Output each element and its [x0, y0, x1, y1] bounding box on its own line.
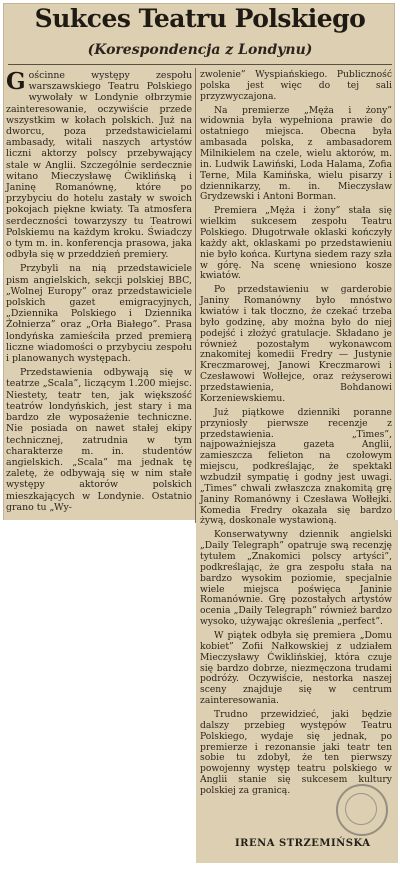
article-headline: Sukces Teatru Polskiego: [34, 4, 366, 33]
paragraph: zwolenie” Wyspiańskiego. Publiczność polska jest więc do tej sali przyzwyczajona.: [200, 69, 392, 102]
column-divider: [195, 68, 196, 523]
article-column-1: [6, 70, 192, 516]
paragraph-text: ościnne występy zespołu warszawskiego Teatru Polskiego wywołały w Londynie ołbrzymie zainteresowanie, oczywiście przede wszystkim w kołach polskich. Już na dworcu, poza przedstawicielami ambasady, witali naszych artystów liczni aktorzy polscy przebywający stale w Anglii. Szczególnie serdecznie witano Mieczysławę Ćwiklińską i Janinę Romanównę, które po przybyciu do hotelu zastały w swoich pokojach piękne kwiaty. Ta atmosfera serdeczności towarzyszy tu Teatrowi Polskiemu na każdym kroku. Świadczy o tym m. in. konferencja prasowa, jaka odbyła się w przeddzień premiery.: [6, 70, 192, 261]
paragraph: Na premierze „Męża i żony” widownia była wypełniona prawie do ostatniego miejsca. Obecna była ambasada polska, z ambasadorem Milnikielem na czele, wielu aktorów, m. in. Ludwik Lawiński, Loda Halama, Zofia Terne, Mila Kamińska, wielu pisarzy i dziennikarzy, m. in. Mieczysław Grydzewski i Antoni Borman.: [200, 104, 392, 203]
paragraph: Przybyli na nią przedstawiciele pism angielskich, sekcji polskiej BBC, „Wolnej Europy” oraz przedstawiciele polskich gazet emigracyjnych, „Dziennika Polskiego i Dziennika Żołnierza” oraz „Orła Białego”. Prasa londyńska zamieściła przed premierą liczne wiadomości o przybyciu zespołu i planowanych występach.: [6, 263, 192, 365]
paragraph: W piątek odbyła się premiera „Domu kobiet” Zofii Nałkowskiej z udziałem Mieczysławy Ćwiklińskiej, która czuje się bardzo dobrze, niezmęczona trudami podróży. Oczywiście, nestorka naszej sceny znajduje się w centrum zainteresowania.: [200, 629, 392, 707]
article-subheadline: (Korespondencja z Londynu): [87, 42, 313, 58]
paragraph: Przedstawienia odbywają się w teatrze „Scala”, liczącym 1.200 miejsc. Niestety, teatr ten, jak większość teatrów londyńskich, jest stary i ma bardzo złe wyposażenie techniczne. Nie posiada on nawet stałej ekipy technicznej, zatrudnia w tym charakterze m. in. studentów angielskich. „Scala” ma jednak tę zaletę, że odbywają się w nim stałe występy aktorów polskich mieszkających w Londynie. Ostatnio grano tu „Wy-: [6, 367, 192, 513]
clipping-cutout: [3, 520, 196, 869]
drop-cap: G: [6, 68, 26, 95]
author-signature: IRENA STRZEMIŃSKA: [235, 838, 371, 849]
paragraph: Trudno przewidzieć, jaki będzie dalszy przebieg występów Teatru Polskiego, wydaje się jednak, po premierze i rezonansie jaki teatr ten sobie tu zdobył, że ten pierwszy powojenny występ teatru polskiego w Anglii stanie się sukcesem kultury polskiej za granicą.: [200, 708, 392, 796]
paragraph: Już piątkowe dzienniki poranne przyniosły pierwsze recenzje z przedstawienia. „Times”, najpoważniejsza gazeta Anglii, zamieszcza felieton na czołowym miejscu, podkreślając, że spektakl wzbudził sympatię i godny jest uwagi. „Times” chwali zwłaszcza znakomitą grę Janiny Romanówny i Czesława Wołłejki. Komedia Fredry okazała się bardzo żywą, doskonale wystawioną.: [200, 406, 392, 527]
header-divider: [8, 64, 392, 65]
paragraph: Po przedstawieniu w garderobie Janiny Romanówny było mnóstwo kwiatów i tak tłoczno, że czekać trzeba było godzinę, aby można było do niej podejść i złożyć gratulacje. Składano je również pozostałym wykonawcom znakomitej komedii Fredry — Justynie Kreczmarowej, Janowi Kreczmarowi i Czesławowi Wołłejce, oraz reżyserowi przedstawienia, Bohdanowi Korzeniewskiemu.: [200, 284, 392, 404]
paragraph: [6, 70, 192, 260]
paragraph: Premiera „Męża i żony” stała się wielkim sukcesem zespołu Teatru Polskiego. Długotrwałe oklaski kończyły każdy akt, oklaskami po przedstawieniu nie było końca. Kurtyna siedem razy szła w górę. Na scenę wniesiono kosze kwiatów.: [200, 205, 392, 282]
article-column-2: [200, 70, 392, 800]
paragraph: Konserwatywny dziennik angielski „Daily Telegraph” opatruje swą recenzję tytułem „Znakomici polscy artyści”, podkreślając, że gra zespołu stała na bardzo wysokim poziomie, specjalnie wiele miejsca poświęca Janinie Romanównie. Grę pozostałych artystów ocenia „Daily Telegraph” również bardzo wysoko, używając określenia „perfect”.: [200, 529, 392, 628]
library-stamp: [336, 784, 388, 836]
